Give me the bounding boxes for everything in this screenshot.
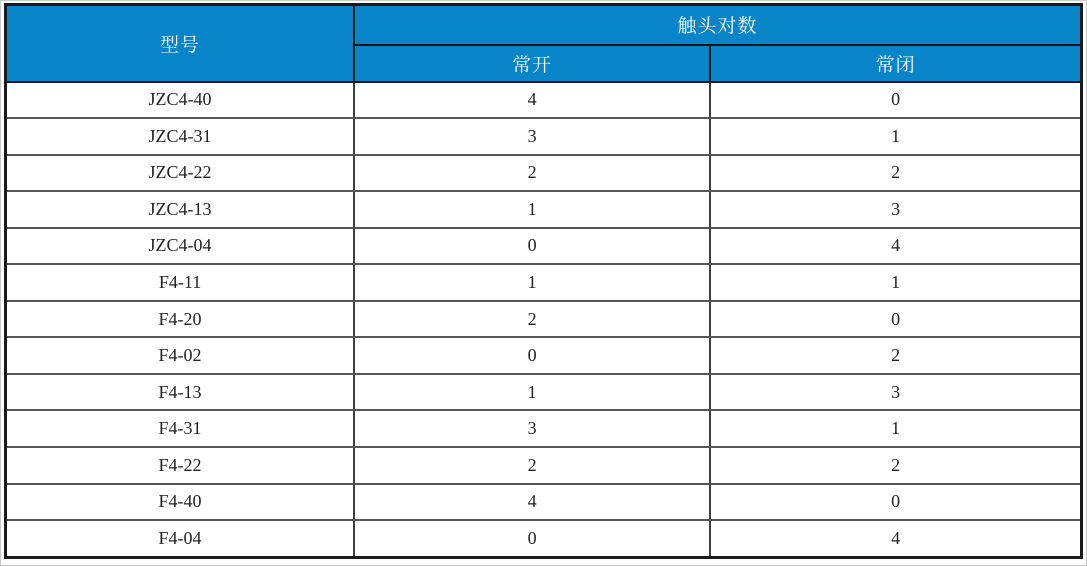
model-cell: JZC4-04 [6,228,355,265]
model-cell: F4-04 [6,520,355,557]
model-cell: JZC4-40 [6,82,355,119]
normally-closed-cell: 4 [710,228,1081,265]
header-group-row [6,5,1082,45]
normally-open-cell: 1 [354,374,710,411]
normally-open-header-cell: 常开 [354,45,710,82]
table-header [6,5,1082,82]
model-cell: F4-13 [6,374,355,411]
normally-open-cell: 2 [354,447,710,484]
model-cell: F4-20 [6,301,355,338]
model-cell: F4-02 [6,337,355,374]
normally-open-cell: 0 [354,520,710,557]
table-row [6,374,1082,411]
table-row [6,520,1082,557]
normally-open-cell: 0 [354,228,710,265]
normally-closed-cell: 3 [710,191,1081,228]
table-row [6,301,1082,338]
normally-closed-cell: 1 [710,118,1081,155]
model-cell: F4-31 [6,410,355,447]
normally-closed-cell: 0 [710,484,1081,521]
model-header-cell: 型号 [6,5,355,82]
normally-open-cell: 2 [354,155,710,192]
normally-closed-cell: 2 [710,155,1081,192]
normally-open-cell: 3 [354,118,710,155]
normally-closed-cell: 1 [710,410,1081,447]
model-cell: JZC4-22 [6,155,355,192]
table-row [6,264,1082,301]
table-row [6,447,1082,484]
normally-open-cell: 0 [354,337,710,374]
table-row [6,484,1082,521]
table-row [6,155,1082,192]
normally-open-cell: 1 [354,264,710,301]
table-row [6,191,1082,228]
normally-closed-cell: 3 [710,374,1081,411]
contact-pairs-header-cell: 触头对数 [354,5,1081,45]
model-cell: F4-11 [6,264,355,301]
model-cell: F4-22 [6,447,355,484]
table-row [6,410,1082,447]
normally-closed-header-cell: 常闭 [710,45,1081,82]
contact-pairs-table [4,3,1083,559]
normally-open-cell: 1 [354,191,710,228]
table-body [6,82,1082,558]
normally-open-cell: 2 [354,301,710,338]
normally-closed-cell: 1 [710,264,1081,301]
normally-closed-cell: 0 [710,82,1081,119]
table-row [6,82,1082,119]
table-row [6,118,1082,155]
normally-closed-cell: 2 [710,337,1081,374]
normally-closed-cell: 4 [710,520,1081,557]
normally-closed-cell: 2 [710,447,1081,484]
normally-open-cell: 3 [354,410,710,447]
table-row [6,337,1082,374]
normally-closed-cell: 0 [710,301,1081,338]
table-row [6,228,1082,265]
model-cell: JZC4-13 [6,191,355,228]
model-cell: JZC4-31 [6,118,355,155]
model-cell: F4-40 [6,484,355,521]
normally-open-cell: 4 [354,484,710,521]
normally-open-cell: 4 [354,82,710,119]
